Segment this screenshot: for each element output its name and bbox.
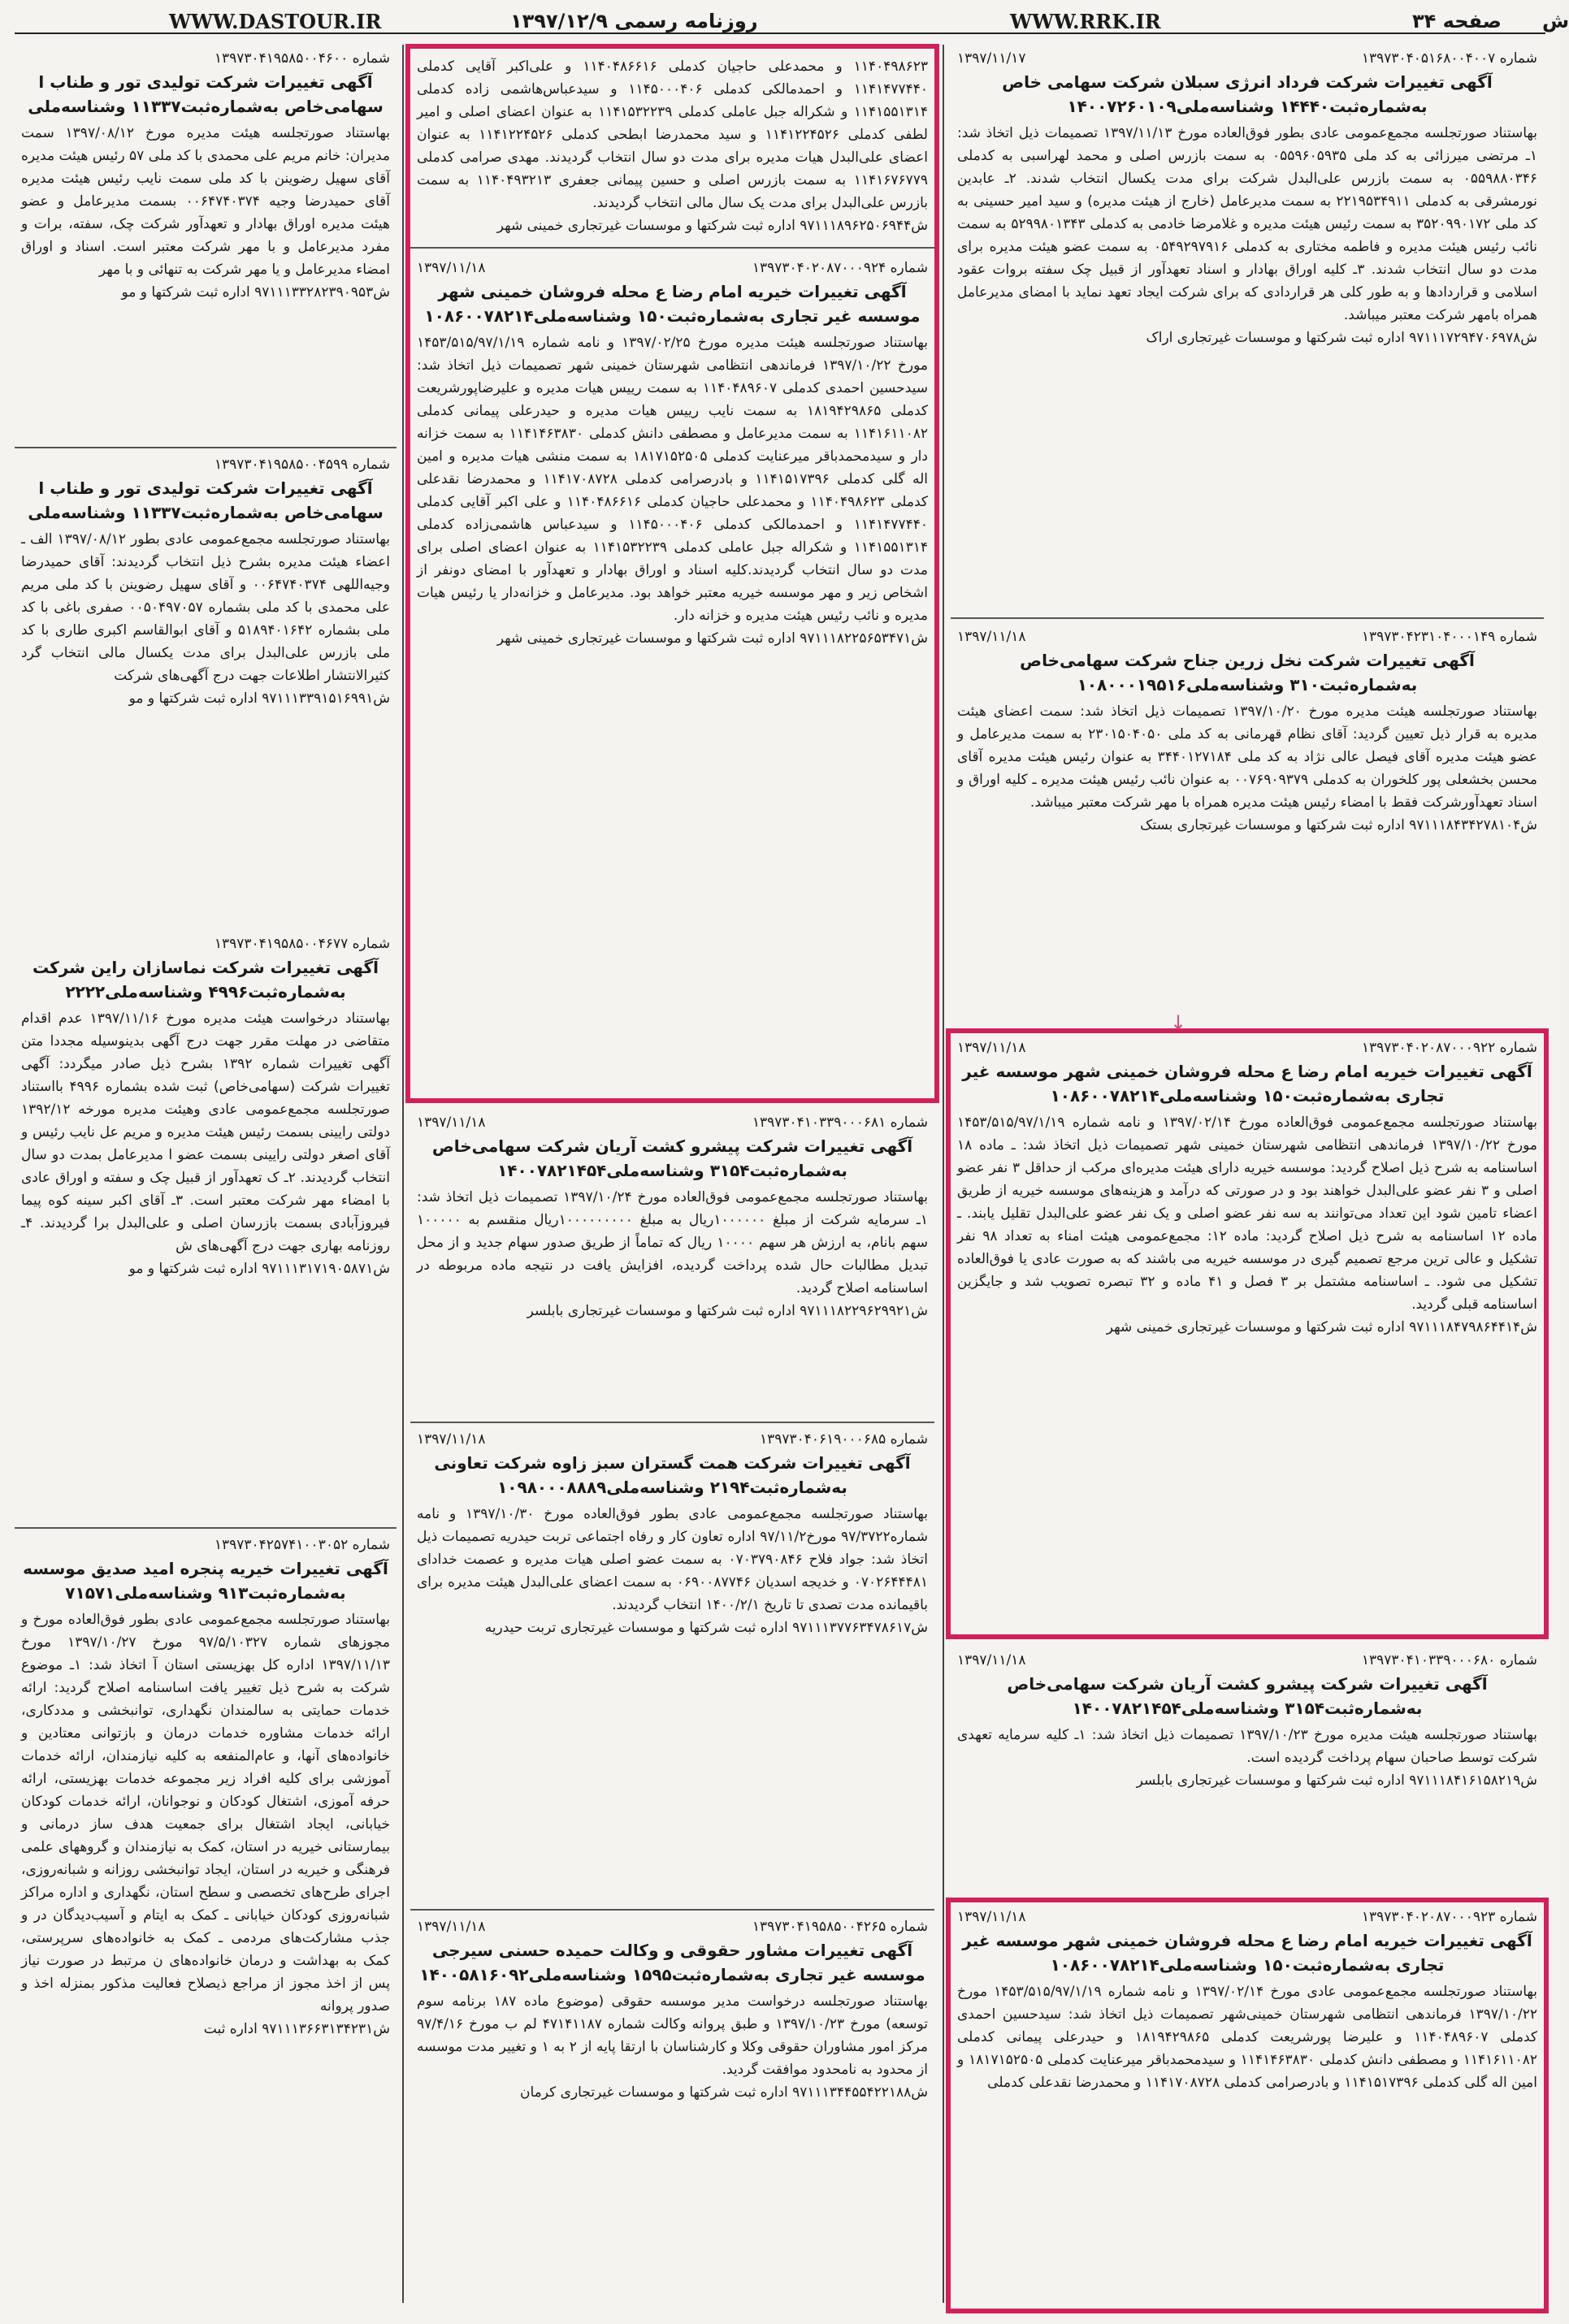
notice-body: بهاستناد صورتجلسه هیئت مدیره مورخ ۱۳۹۷/۰۸/۱۲ سمت مدیران: خانم مریم علی محمدی با کد ملی ۵۷ رئیس هیئت مدیره آقای سهیل رضوینن با کد ملی سمت نایب رئیس هیئت مدیره آقای حمیدرضا وجیه ۰۰۶۴۷۴۰۳۷۴ بسمت مدیرعامل و عضو هیئت مدیره اوراق بهادار و تعهدآور شرکت چک، سفته، برات و مفرد مدیرعامل و با مهر شرکت معتبر است. اسناد و اوراق امضاء مدیرعامل و یا مهر شرکت به تنهائی و با مهر [21, 125, 391, 278]
notice-body: بهاستناد صورتجلسه مجمع‌عمومی عادی بطور فوق‌العاده مورخ ۱۳۹۷/۱۱/۱۳ تصمیمات ذیل اتخاذ شد: ۱ـ مرتضی میرزائی به کد ملی ۰۵۵۹۶۰۵۹۳۵ به سمت بازرس اصلی و محمد لهراسبی به کدملی ۰۵۵۹۸۸۰۳۴۶ به سمت بازرس علی‌البدل شرکت برای مدت یکسال انتخاب شدند. ۲ـ عابدین نورمشرقی به کدملی ۲۲۱۹۵۳۴۹۱۱ به سمت مدیرعامل (خارج از هیئت مدیره) و سید امیر حسینی به کد ملی ۳۵۲۰۹۹۰۱۷۲ به سمت رئیس هیئت مدیره و غلامرضا خادمی به کدملی ۵۲۹۹۸۰۱۳۴۳ به سمت نائب رئیس هیئت مدیره و فاطمه مختاری به کدملی ۰۵۴۹۲۹۷۹۱۶ به سمت عضو هیئت مدیره برای مدت دو سال انتخاب شدند. ۳ـ کلیه اوراق بهادار و اسناد تعهدآور از قبیل چک سفته بروات عقود اسلامی و قراردادها و به طور کلی هر قراردادی که برای شرکت ایجاد تعهد نماید با امضای مدیرعامل همراه بامهر شرکت معتبر میباشد. [957, 125, 1538, 323]
notice-footer: ش۹۷۱۱۱۳۱۷۱۹۰۵۸۷۱ اداره ثبت شرکتها و مو [128, 1261, 390, 1277]
notice [15, 49, 397, 439]
notice-footer: ش۹۷۱۱۱۳۳۲۸۲۳۹۰۹۵۳ اداره ثبت شرکتها و مو [121, 284, 390, 301]
notice-number: شماره ۱۳۹۷۳۰۴۱۹۵۸۵۰۰۴۲۶۵ [752, 1919, 928, 1935]
notice-body: بهاستناد صورتجلسه هیئت مدیره مورخ ۱۳۹۷/۱۰/۲۳ تصمیمات ذیل اتخاذ شد: ۱ـ کلیه سرمایه تعهدی شرکت توسط صاحبان سهام پرداخت گردیده است. [957, 1727, 1537, 1766]
page-header [15, 3, 1569, 34]
notice-number: شماره ۱۳۹۷۳۰۴۱۹۵۸۵۰۰۴۵۹۹ [214, 457, 390, 473]
column-divider [943, 45, 944, 2303]
notice-body: بهاستناد صورتجلسه مجمع‌عمومی عادی بطور فوق‌العاده مورخ ۱۳۹۷/۱۰/۳۰ و نامه شماره۹۷/۳۷۲۲ مورخ۹۷/۱۱/۲ اداره تعاون کار و رفاه اجتماعی تربت حیدریه تصمیمات ذیل اتخاذ شد: جواد فلاح ۰۷۰۳۷۹۰۸۴۶ به سمت عضو اصلی هیات مدیره و عصمت خدادای ۰۷۰۲۶۴۴۴۸۱ و خدیجه اسدیان ۰۶۹۰۰۸۷۷۴۶ به سمت اعضای علی‌البدل هیئت مدیره برای باقیمانده مدت تصدی تا تاریخ ۱۴۰۰/۲/۱ انتخاب گردیدند. [417, 1506, 928, 1613]
notice-date: ۱۳۹۷/۱۱/۱۸ [417, 1114, 486, 1131]
notice-body: بهاستناد صورتجلسه مجمع‌عمومی فوق‌العاده مورخ ۱۳۹۷/۱۰/۲۴ تصمیمات ذیل اتخاذ شد: ۱ـ سرمایه شرکت از مبلغ ۱۰۰۰۰۰۰ریال به مبلغ ۱۰۰۰۰۰۰۰۰۰ریال منقسم به ۱۰۰۰۰۰ سهم بانام، به ارزش هر سهم ۱۰۰۰۰ ریال که تماماً از طریق صدور سهام جدید و از محل تبدیل مطالبات حال شده پرداخت گردیده، افزایش یافت در نتیجه ماده مربوطه در اساسنامه اصلاح گردید. [417, 1189, 928, 1296]
notice [951, 49, 1544, 605]
notice-date: ۱۳۹۷/۱۱/۱۸ [417, 1919, 486, 1935]
header-edge-mark: ش [1542, 10, 1569, 32]
notice-title: آگهی تغییرات شرکت نخل زرین جناح شرکت سهامی‌خاص به‌شماره‌ثبت۳۱۰ وشناسه‌ملی۱۰۸۰۰۰۱۹۵۱۶ [1020, 651, 1475, 695]
handwritten-arrow-icon: ↓ [1170, 1011, 1187, 1034]
header-date: روزنامه رسمی ۱۳۹۷/۱۲/۹ [510, 10, 758, 32]
notice-title: آگهی تغییرات شرکت تولیدی تور و طناب ا سهامی‌خاص به‌شماره‌ثبت۱۱۳۳۷ وشناسه‌ملی [28, 72, 384, 116]
highlighted-notice[interactable] [410, 49, 934, 1098]
notice-date: ۱۳۹۷/۱۱/۱۸ [957, 1040, 1026, 1056]
notice-separator [15, 447, 397, 448]
notice-title: آگهی تغییرات خیریه امام رضا ع محله فروشان خمینی شهر موسسه غیر تجاری به‌شماره‌ثبت۱۵۰ وشناسه‌ملی۱۰۸۶۰۰۷۸۲۱۴ [962, 1062, 1532, 1106]
notice-number: شماره ۱۳۹۷۳۰۴۱۹۵۸۵۰۰۴۶۷۷ [214, 936, 390, 952]
notice-separator [15, 1527, 397, 1529]
notice-footer: ش۹۷۱۱۱۳۶۶۳۱۳۴۲۳۱ اداره ثبت [203, 2021, 390, 2037]
notice-body: بهاستناد صورتجلسه مجمع‌عمومی عادی بطور ۱۳۹۷/۰۸/۱۲ الف ـ اعضاء هیئت مدیره بشرح ذیل انتخاب گردیدند: آقای حمیدرضا وجیه‌اللهی ۰۰۶۴۷۴۰۳۷۴ و آقای سهیل رضوینن با کد ملی مریم علی محمدی با کد ملی بشماره ۰۰۵۰۴۹۷۰۵۷ صفری باغی با کد ملی بشماره ۵۱۸۹۴۰۱۶۴۲ و آقای ابوالقاسم اکبری طاری با کد ملی بازرس علی‌البدل برای مدت یکسال مالی انتخاب گرد کثیرالانتشار اطلاعات جهت درج آگهی‌های شرکت [21, 531, 391, 684]
notice-date: ۱۳۹۷/۱۱/۱۸ [417, 260, 486, 276]
notice-title: آگهی تغییرات شرکت فرداد انرژی سبلان شرکت سهامی خاص به‌شماره‌ثبت۱۴۴۴۰ وشناسه‌ملی۱۴۰۰۷۲۶۰۱۰۹ [1002, 72, 1493, 116]
notice [15, 455, 397, 926]
notice-number: شماره ۱۳۹۷۳۰۴۰۶۱۹۰۰۰۶۸۵ [759, 1431, 928, 1448]
notice-number: شماره ۱۳۹۷۳۰۴۰۲۰۸۷۰۰۰۹۲۳ [1361, 1909, 1537, 1925]
notice-body: بهاستناد صورتجلسه مجمع‌عمومی عادی مورخ ۱۳۹۷/۰۲/۱۴ و نامه شماره ۱۴۵۳/۵۱۵/۹۷/۱/۱۹ مورخ ۱۳۹۷/۱۰/۲۲ فرماندهی انتظامی شهرستان خمینی‌شهر تصمیمات ذیل اتخاذ شد: سیدحسین احمدی کدملی ۱۱۴۰۴۸۹۶۰۷ و علیرضا پورشریعت کدملی ۱۸۱۹۴۲۹۸۶۵ و حیدرعلی پیمانی کدملی ۱۱۴۱۶۱۱۰۸۲ و مصطفی دانش کدملی ۱۱۴۱۴۶۳۸۳۰ و سیدمحمدباقر میرعنایت کدملی ۱۸۱۷۱۵۲۵۰۵ و امین اله گلی کدملی ۱۱۴۱۵۱۷۳۹۶ و بادرصرامی کدملی ۱۱۴۱۷۰۸۷۲۸ و محمدرضا نقدعلی کدملی [957, 1984, 1538, 2091]
left-column [15, 49, 397, 2307]
notice-title: آگهی تغییرات شرکت نماسازان راین شرکت به‌شماره‌ثبت۴۹۹۶ وشناسه‌ملی۲۲۲۲ [32, 958, 379, 1002]
notice-footer: ش۹۷۱۱۱۸۲۲۵۶۵۳۴۷۱ اداره ثبت شرکتها و موسسات غیرتجاری خمینی شهر [496, 630, 928, 647]
notice-number: شماره ۱۳۹۷۳۰۴۰۲۰۸۷۰۰۰۹۲۲ [1361, 1040, 1537, 1056]
notice-footer: ش۹۷۱۱۱۸۴۱۶۱۵۸۲۱۹ اداره ثبت شرکتها و موسسات غیرتجاری بابلسر [1136, 1772, 1537, 1789]
notice-number: شماره ۱۳۹۷۳۰۴۰۵۱۶۸۰۰۴۰۰۷ [1361, 50, 1537, 67]
notice-number: شماره ۱۳۹۷۳۰۴۱۰۳۳۹۰۰۰۶۸۱ [752, 1114, 928, 1131]
notice-number: شماره ۱۳۹۷۳۰۴۱۹۵۸۵۰۰۴۶۰۰ [214, 50, 390, 67]
notice-body: بهاستناد صورتجلسه هیئت مدیره مورخ ۱۳۹۷/۰۲/۲۵ و نامه شماره ۱۴۵۳/۵۱۵/۹۷/۱/۱۹ مورخ ۱۳۹۷/۱۰/۲۲ فرماندهی انتظامی شهرستان خمینی شهر تصمیمات ذیل اتخاذ شد: سیدحسین احمدی کدملی ۱۱۴۰۴۸۹۶۰۷ به سمت رییس هیات مدیره و علیرضاپورشریعت کدملی ۱۸۱۹۴۲۹۸۶۵ به سمت نایب رییس هیات مدیره و حیدرعلی پیمانی کدملی ۱۱۴۱۶۱۱۰۸۲ به سمت مدیرعامل و مصطفی دانش کدملی ۱۱۴۱۴۶۳۸۳۰ به سمت خزانه دار و سیدمحمدباقر میرعنایت کدملی ۱۸۱۷۱۵۲۵۰۵ به سمت منشی هیات مدیره و امین اله گلی کدملی ۱۱۴۱۵۱۷۳۹۶ و بادرصرامی کدملی ۱۱۴۱۷۰۸۷۲۸ و محمدرضا نقدعلی کدملی ۱۱۴۰۴۹۸۶۲۳ و محمدعلی حاجیان کدملی ۱۱۴۰۴۸۶۶۱۶ و علی اکبر آقایی کدملی ۱۱۴۱۴۷۷۴۴۰ و احمدمالکی کدملی ۱۱۴۵۰۰۰۴۰۶ و سیدعباس هاشمی‌زاده کدملی ۱۱۴۱۵۵۱۳۱۴ و شکراله جبل عاملی کدملی ۱۱۴۱۵۳۲۲۳۹ به عنوان اعضای اصلی برای مدت دو سال انتخاب گردیدند.کلیه اسناد و اوراق بهادار و تعهدآور با امضای دونفر از اشخاص زیر و مهر موسسه خیریه معتبر خواهد بود. مدیرعامل و خزانه‌دار یا رئیس هیات مدیره و نائب رئیس هیئت مدیره و خزانه دار. [417, 335, 929, 624]
notice-date: ۱۳۹۷/۱۱/۱۸ [957, 1909, 1026, 1925]
notice-date: ۱۳۹۷/۱۱/۱۸ [957, 629, 1026, 645]
notice-date: ۱۳۹۷/۱۱/۱۸ [417, 1431, 486, 1448]
notice-title: آگهی تغییرات خیریه امام رضا ع محله فروشان خمینی شهر موسسه غیر تجاری به‌شماره‌ثبت۱۵۰ وشناسه‌ملی۱۰۸۶۰۰۷۸۲۱۴ [962, 1931, 1532, 1975]
notice-footer: ش۹۷۱۱۱۳۳۹۱۵۱۶۹۹۱ اداره ثبت شرکتها و مو [128, 690, 390, 707]
notice [410, 1113, 934, 1413]
header-url-right[interactable]: WWW.RRK.IR [1010, 10, 1161, 33]
notice-separator [410, 237, 934, 249]
notice [951, 1651, 1544, 1862]
notice [951, 627, 1544, 1025]
column-divider [402, 45, 404, 2303]
header-url-left[interactable]: WWW.DASTOUR.IR [169, 10, 382, 33]
notice [410, 1917, 934, 2307]
notice-footer: ش۹۷۱۱۱۳۴۴۵۵۴۲۲۱۸۸ اداره ثبت شرکتها و موسسات غیرتجاری کرمان [520, 2084, 928, 2101]
notice-separator [410, 1909, 934, 1911]
notice-date: ۱۳۹۷/۱۱/۱۷ [957, 50, 1026, 67]
notice-footer: ش۹۷۱۱۱۸۲۲۹۶۲۹۹۲۱ اداره ثبت شرکتها و موسسات غیرتجاری بابلسر [527, 1303, 928, 1319]
notice-footer: ش۹۷۱۱۱۸۴۳۴۲۷۸۱۰۴ اداره ثبت شرکتها و موسسات غیرتجاری بستک [1140, 817, 1537, 833]
notice [410, 1430, 934, 1901]
notice-body: بهاستناد صورتجلسه مجمع‌عمومی فوق‌العاده مورخ ۱۳۹۷/۰۲/۱۴ و نامه شماره ۱۴۵۳/۵۱۵/۹۷/۱/۱۹ مورخ ۱۳۹۷/۱۰/۲۲ فرماندهی انتظامی شهرستان خمینی شهر تصمیمات ذیل اتخاذ شد: ـ ماده ۱۸ اساسنامه به شرح ذیل اصلاح گردید: موسسه خیریه دارای هیئت مدیره‌ای مرکب از حداقل ۳ نفر عضو اصلی و ۳ نفر عضو علی‌البدل خواهند بود و در صورتی که درآمد و هزینه‌های موسسه خیریه از طریق اعضاء تامین شود این تعداد می‌توانند به سه نفر عضو اصلی و یک نفر عضو علی‌البدل تقلیل یابند. ـ ماده ۱۲ اساسنامه به شرح ذیل اصلاح گردید: ماده ۱۲: مجمع‌عمومی هیئت امناء به تعداد ۹۸ نفر تشکیل و عالی ترین مرجع تصمیم گیری در موسسه خیریه می باشند که به صورت عادی یا فوق‌العاده تشکیل می شود. ـ اساسنامه مشتمل بر ۳ فصل و ۴۱ ماده و ۳۲ تبصره تصویب شد و جایگزین اساسنامه قبلی گردید. [957, 1114, 1538, 1313]
notice-footer: ش۹۷۱۱۱۸۴۷۹۸۶۴۴۱۴ اداره ثبت شرکتها و موسسات غیرتجاری خمینی شهر [1106, 1319, 1537, 1335]
notice-title: آگهی تغییرات شرکت تولیدی تور و طناب ا سهامی‌خاص به‌شماره‌ثبت۱۱۳۳۷ وشناسه‌ملی [28, 478, 384, 522]
notice-body: بهاستناد صورتجلسه درخواست مدیر موسسه حقوقی (موضوع ماده ۱۸۷ برنامه سوم توسعه) مورخ ۱۳۹۷/۱۰/۲۳ و طبق پروانه وکالت شماره ۴۷۱۴۱۱۸۷ لم ب مورخ ۹۷/۴/۱۶ مرکز امور مشاوران حقوقی وکلا و کارشناسان با ارتقا پایه از ۲ به ۱ و تغییر مدت موسسه از محدود به نامحدود موافقت گردید. [417, 1993, 928, 2078]
notice-title: آگهی تغییرات خیریه پنجره امید صدیق موسسه به‌شماره‌ثبت۹۱۳ وشناسه‌ملی۷۱۵۷۱ [23, 1559, 388, 1603]
notice-footer: ش۹۷۱۱۱۳۷۷۶۳۴۷۸۶۱۷ اداره ثبت شرکتها و موسسات غیرتجاری تربت حیدریه [484, 1620, 928, 1636]
highlighted-notice[interactable] [951, 1902, 1544, 2309]
notice-number: شماره ۱۳۹۷۳۰۴۲۳۱۰۴۰۰۰۱۴۹ [1361, 629, 1537, 645]
notice-number: شماره ۱۳۹۷۳۰۴۱۰۳۳۹۰۰۰۶۸۰ [1361, 1652, 1537, 1668]
notice-date: ۱۳۹۷/۱۱/۱۸ [957, 1652, 1026, 1668]
highlighted-notice[interactable] [951, 1033, 1544, 1634]
header-page-number: صفحه ۳۴ [1412, 10, 1502, 32]
notice [15, 934, 397, 1519]
notice-body: بهاستناد درخواست هیئت مدیره مورخ ۱۳۹۷/۱۱/۱۶ عدم اقدام متقاضی در مهلت مقرر جهت درج آگهی بدینوسیله مجددا متن آگهی تغییرات شماره ۱۳۹۲ بشرح ذیل صادر میگردد: آگهی تغییرات شرکت (سهامی‌خاص) ثبت شده بشماره ۴۹۹۶ بااستناد صورتجلسه مجمع‌عمومی عادی وهیئت مدیره مورخه ۱۳۹۲/۱۲ دولتی رایینی بسمت رئیس هیئت مدیره و مریم عل نایب رئیس و آقای اصغر دولتی رایینی بسمت عضو ا مدیرعامل بمدت دو سال انتخاب گردیدند. ۲ـ ک تعهدآور از قبیل چک و سفته و اوراق عادی با امضاء مهر شرکت معتبر است. ۳ـ آقای اکبر سینه کوه پیما فیروزآبادی بسمت بازرسان اصلی و علی‌البدل برا گردیدند. ۴ـ روزنامه بهاری جهت درج آگهی‌های ش [21, 1011, 390, 1254]
notice-title: آگهی تغییرات شرکت همت گستران سبز زاوه شرکت تعاونی به‌شماره‌ثبت۲۱۹۴ وشناسه‌ملی۱۰۹۸۰۰۰۸۸۸۹ [434, 1453, 911, 1497]
notice-number: شماره ۱۳۹۷۳۰۴۰۲۰۸۷۰۰۰۹۲۴ [752, 260, 928, 276]
notice-title: آگهی تغییرات شرکت پیشرو کشت آریان شرکت سهامی‌خاص به‌شماره‌ثبت۳۱۵۴ وشناسه‌ملی۱۴۰۰۷۸۲۱۴۵۴ [1007, 1674, 1488, 1718]
notice-body: بهاستناد صورتجلسه هیئت مدیره مورخ ۱۳۹۷/۱۰/۲۰ تصمیمات ذیل اتخاذ شد: سمت اعضای هیئت مدیره به قرار ذیل تعیین گردید: آقای نظام قهرمانی به کد ملی ۲۳۰۱۵۰۴۰۵۰ به سمت مدیرعامل و عضو هیئت مدیره آقای فیصل عالی نژاد به کد ملی ۳۴۴۰۱۲۷۱۸۴ به عنوان رئیس هیئت مدیره آقای محسن بخشعلی پور کلخوران به کدملی ۰۰۷۶۹۰۹۳۷۹ به عنوان نائب رئیس هیئت مدیره ـ کلیه اوراق و اسناد تعهدآورشرکت فقط با امضاء رئیس هیئت مدیره همراه با مهر شرکت معتبر میباشد. [957, 703, 1537, 811]
notice-body: ۱۱۴۰۴۹۸۶۲۳ و محمدعلی حاجیان کدملی ۱۱۴۰۴۸۶۶۱۶ و علی‌اکبر آقایی کدملی ۱۱۴۱۴۷۷۴۴۰ و احمدمالکی کدملی ۱۱۴۵۰۰۰۴۰۶ و سیدعباس‌هاشمی زاده کدملی ۱۱۴۱۵۵۱۳۱۴ و شکراله جبل عاملی کدملی ۱۱۴۱۵۳۲۲۳۹ به عنوان اعضای اصلی و امیر لطفی کدملی ۱۱۴۱۲۲۴۵۲۶ و سید محمدرضا ابطحی کدملی ۱۱۴۱۲۲۴۵۲۶ به عنوان اعضای علی‌البدل هیات مدیره برای مدت دو سال انتخاب گردیدند. مهدی صرامی کدملی ۱۱۴۱۶۷۶۷۷۹ به سمت بازرس اصلی و حسین پیمانی جعفری ۱۱۴۰۴۹۳۲۱۳ به سمت بازرس علی‌البدل برای مدت یک سال مالی انتخاب گردیدند. [417, 58, 928, 211]
notice-title: آگهی تغییرات مشاور حقوقی و وکالت حمیده حسنی سیرجی موسسه غیر تجاری به‌شماره‌ثبت۱۵۹۵ وشناسه‌ملی۱۴۰۰۵۸۱۶۰۹۲ [419, 1941, 925, 1984]
notice [15, 1535, 397, 2307]
notice-number: شماره ۱۳۹۷۳۰۴۲۵۷۴۱۰۰۳۰۵۲ [214, 1537, 390, 1553]
notice-footer: ش۹۷۱۱۱۸۹۶۲۵۰۶۹۴۴ اداره ثبت شرکتها و موسسات غیرتجاری خمینی شهر [496, 218, 928, 234]
notice-separator [951, 617, 1544, 619]
notice-body: بهاستناد صورتجلسه مجمع‌عمومی عادی بطور فوق‌العاده مورخ و مجوزهای شماره ۹۷/۵/۱۰۳۲۷ مورخ ۱۳۹۷/۱۰/۲۷ مورخ ۱۳۹۷/۱۱/۱۳ اداره کل بهزیستی استان آ اتخاذ شد: ۱ـ موضوع شرکت به شرح ذیل تغییر یافت اساسنامه اصلاح گردید: ارائه خدمات حمایتی به سالمندان نگهداری، توانبخشی و مددکاری، ارائه خدمات مشاوره خدمات درمان و بازتوانی معتادین و خانواده‌های آنها، و عام‌المنفعه به کلیه نیازمندان، ارائه خدمات آموزشی برای کلیه افراد زیر مجموعه خدمات بهزیستی، ارائه حرفه آموزی، اشتغال کودکان و نوجوانان، ارائه خدمات کودکان خیابانی، ایجاد اشتغال برای جمعیت هدف ساز درمانی و بیمارستانی خیریه در استان، کمک به نیازمندان و گروههای علمی فرهنگی و خیریه در استان، ایجاد توانبخشی روزانه و شبانه‌روزی، اجرای طرح‌های تخصصی و سطح استان، نگهداری و اداره مراکز شبانه‌روزی کودکان خیابانی ـ کمک به ایتام و آسیب‌دیدگان در و جذب مشارکت‌های مردمی ـ کمک به خانواده‌های سرپرستی، کمک به بهداشت و درمان خانواده‌های ن مرتبط در صورت نیاز پس از اخذ مجوز از مراجع ذیصلاح فعالیت مذکور بمنزله اخذ و صدور پروانه [21, 1612, 390, 2015]
notice-title: آگهی تغییرات خیریه امام رضا ع محله فروشان خمینی شهر موسسه غیر تجاری به‌شماره‌ثبت۱۵۰ وشناسه‌ملی۱۰۸۶۰۰۷۸۲۱۴ [424, 282, 921, 326]
notice-footer: ش۹۷۱۱۱۷۲۹۴۷۰۶۹۷۸ اداره ثبت شرکتها و موسسات غیرتجاری اراک [1146, 330, 1537, 346]
notice-title: آگهی تغییرات شرکت پیشرو کشت آریان شرکت سهامی‌خاص به‌شماره‌ثبت۳۱۵۴ وشناسه‌ملی۱۴۰۰۷۸۲۱۴۵۴ [431, 1136, 913, 1180]
notice-separator [410, 1422, 934, 1423]
